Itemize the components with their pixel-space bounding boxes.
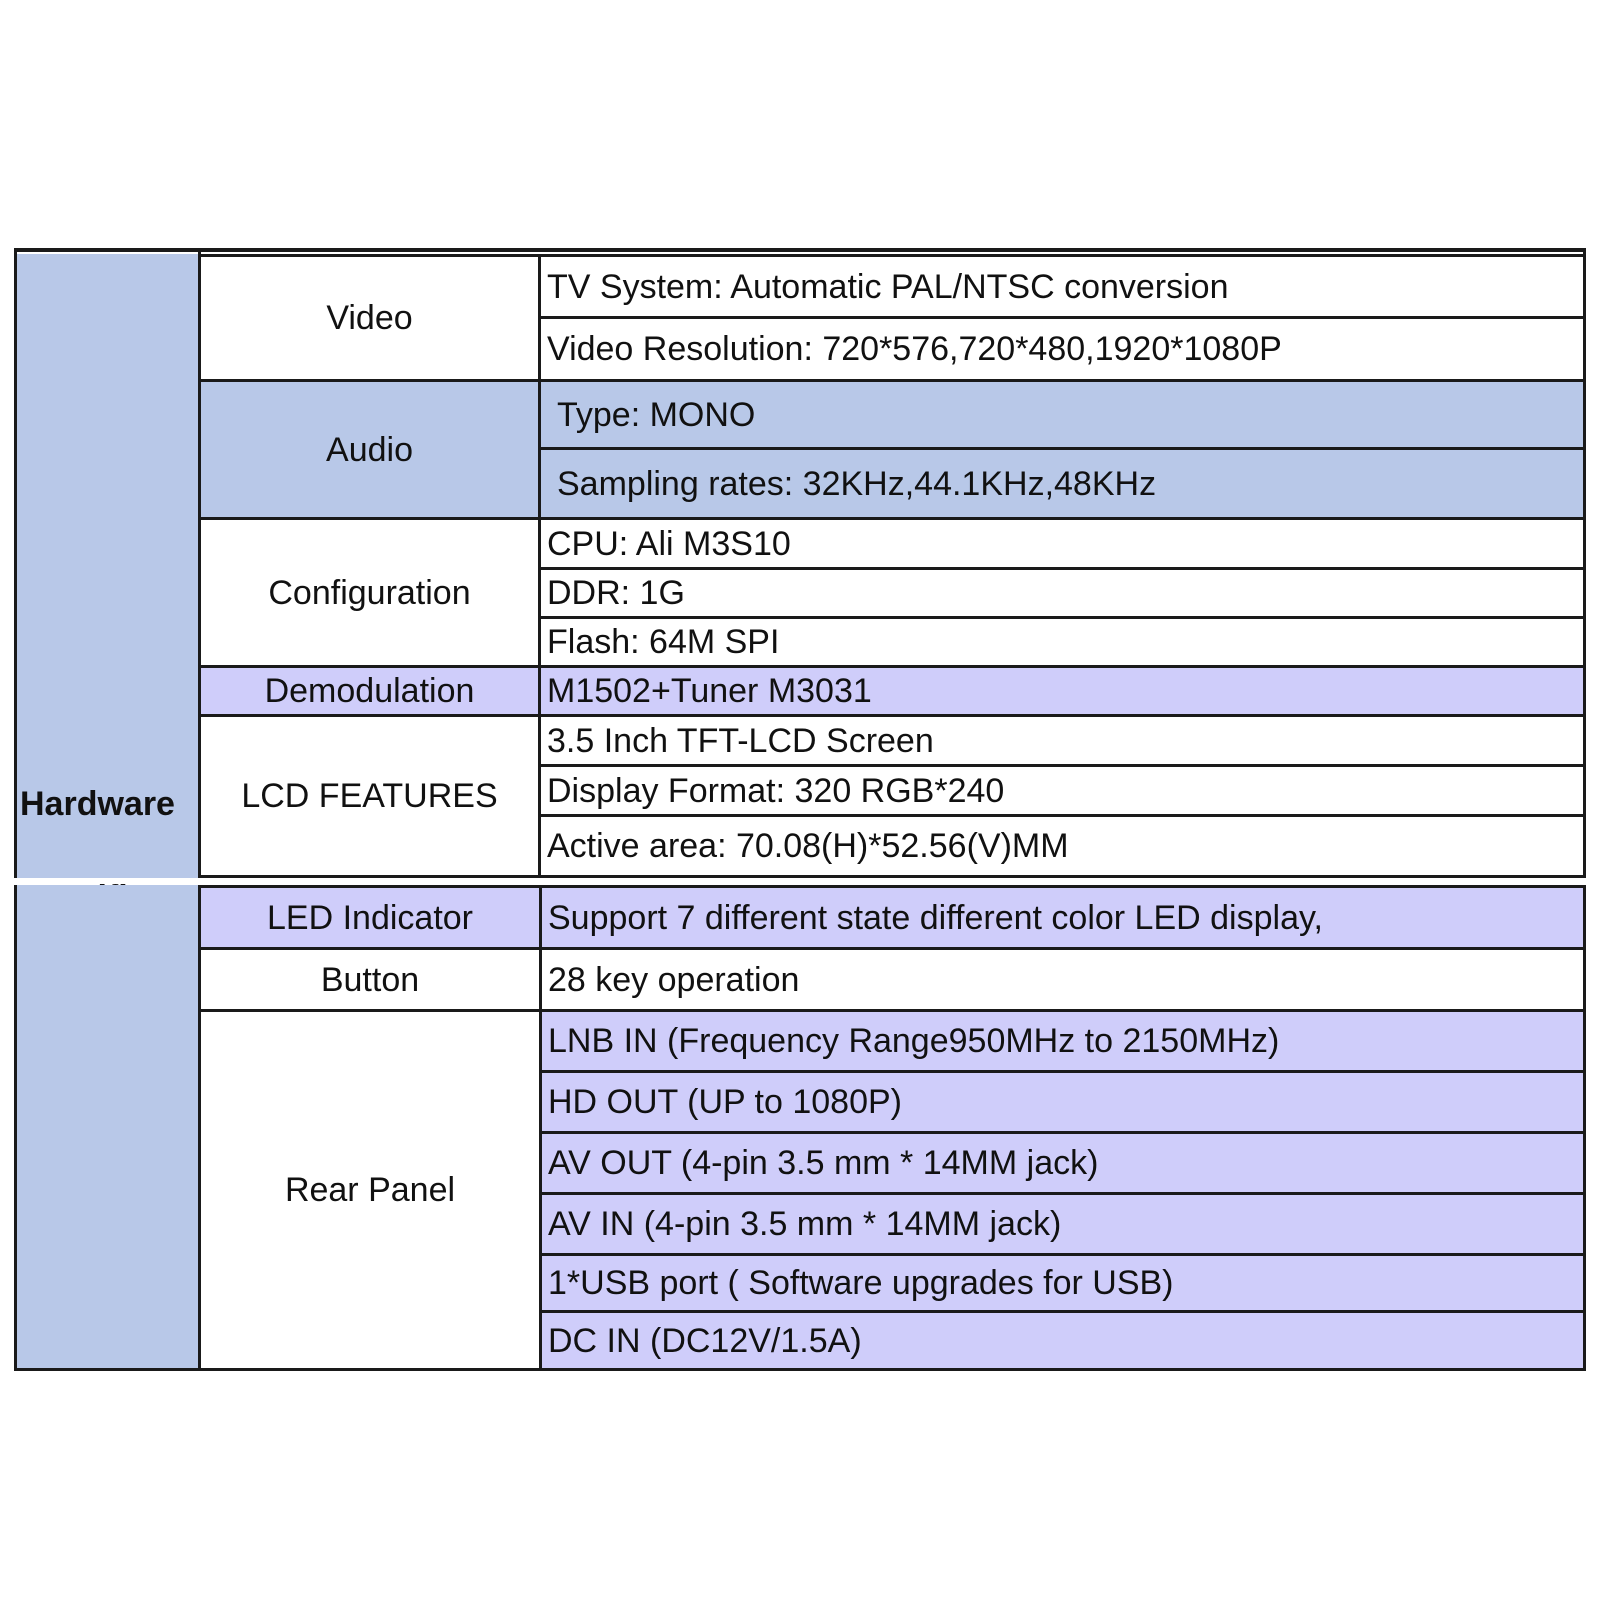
divider	[198, 665, 1586, 668]
value-dc-in: DC IN (DC12V/1.5A)	[542, 1313, 1583, 1368]
table-right-border	[1583, 248, 1586, 878]
divider	[539, 1310, 1586, 1313]
divider	[538, 814, 1586, 817]
divider	[539, 1192, 1586, 1195]
divider	[538, 567, 1586, 570]
column-divider	[539, 885, 542, 1371]
table-right-border	[1583, 885, 1586, 1371]
divider	[198, 947, 1586, 950]
divider	[538, 447, 1586, 450]
section-label-hardware-specifications	[14, 734, 198, 878]
value-cpu: CPU: Ali M3S10	[541, 520, 1583, 567]
value-av-out: AV OUT (4-pin 3.5 mm * 14MM jack)	[542, 1134, 1583, 1192]
divider	[539, 1070, 1586, 1073]
category-button: Button	[201, 950, 539, 1009]
value-usb-port: 1*USB port ( Software upgrades for USB)	[542, 1256, 1583, 1310]
value-lnb-in: LNB IN (Frequency Range950MHz to 2150MHz)	[542, 1012, 1583, 1070]
category-configuration: Configuration	[201, 520, 538, 665]
category-led-indicator: LED Indicator	[201, 888, 539, 947]
value-av-in: AV IN (4-pin 3.5 mm * 14MM jack)	[542, 1195, 1583, 1253]
value-hd-out: HD OUT (UP to 1080P)	[542, 1073, 1583, 1131]
section-label-column-bottom	[14, 885, 198, 1368]
divider	[539, 1253, 1586, 1256]
category-audio: Audio	[201, 382, 538, 517]
value-video-resolution: Video Resolution: 720*576,720*480,1920*1080P	[541, 319, 1583, 379]
category-rear-panel: Rear Panel	[201, 1012, 539, 1368]
value-display-format: Display Format: 320 RGB*240	[541, 767, 1583, 814]
divider	[198, 379, 1586, 382]
category-video: Video	[201, 257, 538, 379]
value-audio-type: Type: MONO	[541, 382, 1583, 447]
value-active-area: Active area: 70.08(H)*52.56(V)MM	[541, 817, 1583, 875]
value-sampling-rates: Sampling rates: 32KHz,44.1KHz,48KHz	[541, 450, 1583, 517]
table-top-bottom-border	[198, 875, 1586, 878]
category-demodulation: Demodulation	[201, 668, 538, 714]
divider	[198, 885, 1586, 888]
value-demodulation: M1502+Tuner M3031	[541, 668, 1583, 714]
table-left-border	[14, 885, 17, 1371]
divider	[538, 764, 1586, 767]
section-label-line-1: Hardware	[20, 785, 175, 823]
divider	[198, 714, 1586, 717]
table-top-border	[14, 248, 1586, 252]
divider	[538, 316, 1586, 319]
divider	[538, 616, 1586, 619]
value-led-indicator: Support 7 different state different color LED display,	[542, 888, 1583, 947]
value-button: 28 key operation	[542, 950, 1583, 1009]
divider	[539, 1131, 1586, 1134]
value-tv-system: TV System: Automatic PAL/NTSC conversion	[541, 257, 1583, 316]
category-lcd-features: LCD FEATURES	[201, 717, 538, 875]
divider	[198, 1009, 1586, 1012]
divider	[198, 254, 1586, 257]
column-divider	[538, 254, 541, 878]
value-ddr: DDR: 1G	[541, 570, 1583, 616]
value-lcd-screen: 3.5 Inch TFT-LCD Screen	[541, 717, 1583, 764]
divider	[198, 517, 1586, 520]
table-bottom-border	[14, 1368, 1586, 1371]
table-left-border	[14, 248, 17, 878]
column-divider	[198, 252, 201, 878]
value-flash: Flash: 64M SPI	[541, 619, 1583, 665]
column-divider	[198, 885, 201, 1371]
